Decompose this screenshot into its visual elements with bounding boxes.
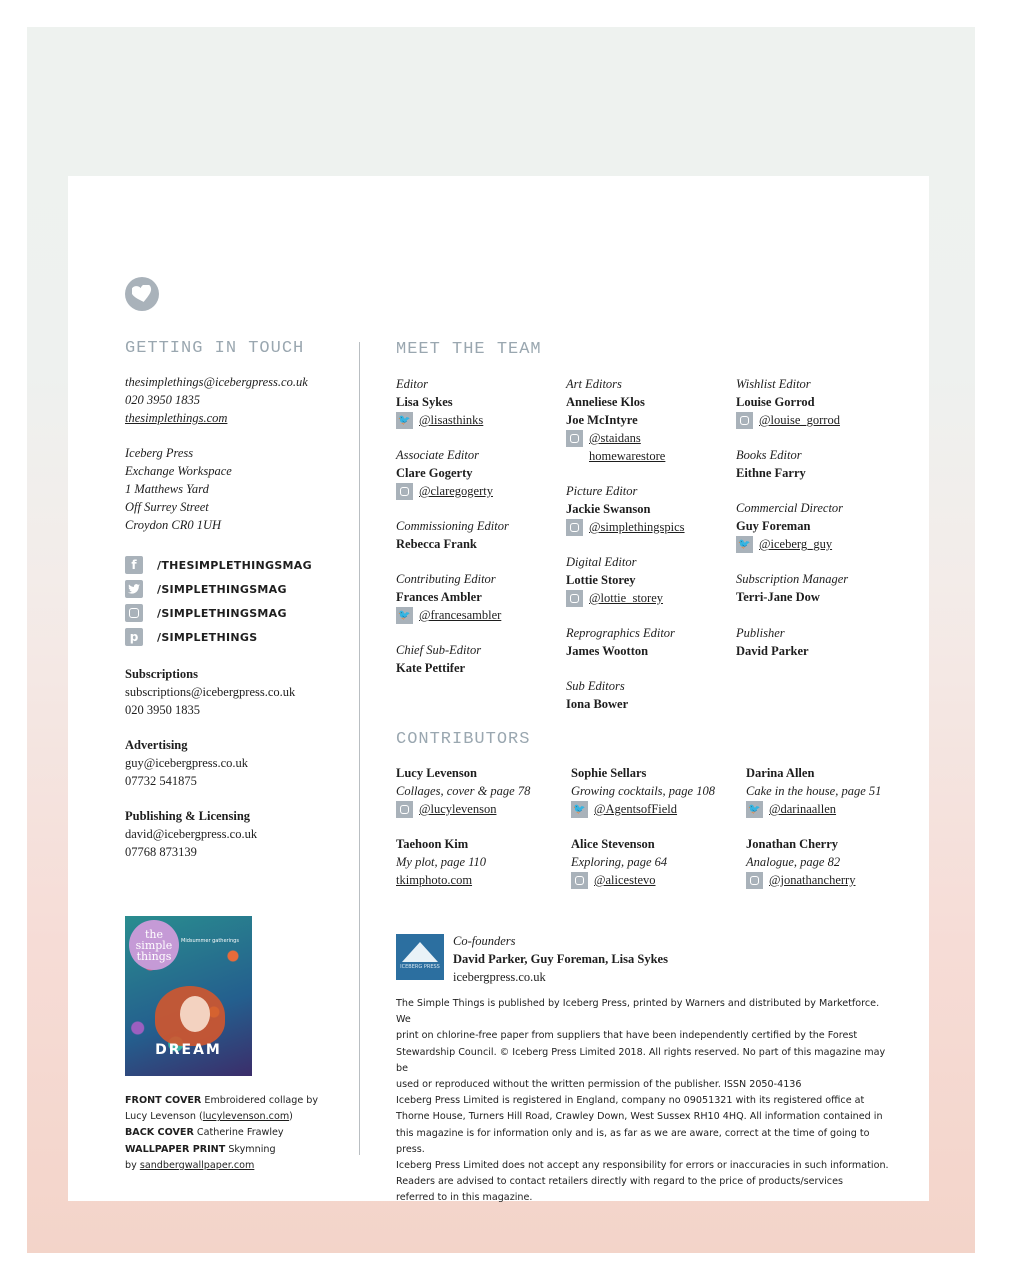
team-name: Jackie Swanson xyxy=(566,502,651,516)
handle-text: @francesambler xyxy=(419,608,502,622)
contributor-handle[interactable] xyxy=(571,871,741,889)
handle-text: @AgentsofField xyxy=(594,802,678,816)
cover-title: DREAM xyxy=(155,1042,222,1058)
team-member xyxy=(566,624,736,660)
address-line: Exchange Workspace xyxy=(125,464,232,478)
legal-line: Iceberg Press Limited is registered in England, company no 09051321 with its registered office at xyxy=(396,1095,865,1107)
team-handle[interactable] xyxy=(566,589,736,607)
team-role: Picture Editor xyxy=(566,484,638,498)
pinterest-icon: p xyxy=(125,628,143,646)
wallpaper-link[interactable]: sandbergwallpaper.com xyxy=(139,1159,255,1171)
meet-the-team-heading: MEET THE TEAM xyxy=(396,340,542,359)
team-role: Books Editor xyxy=(736,448,802,462)
team-role: Commissioning Editor xyxy=(396,519,509,533)
front-cover-text: Embroidered collage by xyxy=(201,1095,319,1106)
instagram-icon xyxy=(566,590,583,607)
contributor-name: Taehoon Kim xyxy=(396,837,469,851)
handle-text: @lisasthinks xyxy=(419,413,484,427)
team-member xyxy=(566,677,736,713)
front-cover-label: FRONT COVER xyxy=(125,1095,202,1106)
handle-text: @staidans xyxy=(589,431,641,445)
contributor xyxy=(571,764,741,818)
instagram-icon xyxy=(566,519,583,536)
instagram-icon xyxy=(566,430,583,447)
team-member xyxy=(396,446,566,500)
legal-line: referred to in this magazine. xyxy=(396,1192,533,1204)
team-member xyxy=(396,517,566,553)
subscriptions-block xyxy=(125,665,350,719)
instagram-icon xyxy=(746,872,763,889)
contributor xyxy=(746,835,916,889)
contributor-name: Sophie Sellars xyxy=(571,766,647,780)
team-name: Iona Bower xyxy=(566,697,629,711)
contributor-desc: My plot, page 110 xyxy=(396,855,487,869)
legal-line: The Simple Things is published by Iceberg Press, printed by Warners and distributed by Marketforce. We xyxy=(396,998,880,1026)
column-divider xyxy=(359,342,360,1155)
contributor-desc: Growing cocktails, page 108 xyxy=(571,784,715,798)
twitter-icon: 🐦 xyxy=(736,536,753,553)
handle-text: @alicestevo xyxy=(594,873,656,887)
contributor-name: Darina Allen xyxy=(746,766,815,780)
advertising-block xyxy=(125,736,350,790)
address-line: Iceberg Press xyxy=(125,446,194,460)
advertising-email[interactable]: guy@icebergpress.co.uk xyxy=(125,756,249,770)
cofounders-label: Co-founders xyxy=(453,934,516,948)
address-line: Off Surrey Street xyxy=(125,500,209,514)
address-line: Croydon CR0 1UH xyxy=(125,518,222,532)
contributor-website[interactable]: tkimphoto.com xyxy=(396,873,473,887)
legal-line: Iceberg Press Limited does not accept any responsibility for errors or inaccuracies in such information. xyxy=(396,1160,889,1172)
handle-text: @darinaallen xyxy=(769,802,837,816)
team-name: Guy Foreman xyxy=(736,519,811,533)
contact-website[interactable]: thesimplethings.com xyxy=(125,411,228,425)
heart-icon xyxy=(125,277,159,311)
back-cover-text: Catherine Frawley xyxy=(193,1127,284,1139)
publishing-block xyxy=(125,807,350,861)
twitter-icon: 🐦 xyxy=(571,801,588,818)
team-name: Kate Pettifer xyxy=(396,661,466,675)
team-name: Eithne Farry xyxy=(736,466,806,480)
team-role: Sub Editors xyxy=(566,679,625,693)
twitter-icon xyxy=(125,580,143,598)
team-name: David Parker xyxy=(736,644,809,658)
team-member xyxy=(736,624,906,660)
handle-text: @iceberg_guy xyxy=(759,537,833,551)
team-member xyxy=(736,375,906,429)
team-name: Lottie Storey xyxy=(566,573,636,587)
contributor-desc: Cake in the house, page 51 xyxy=(746,784,882,798)
front-cover-link[interactable]: lucylevenson.com xyxy=(202,1111,290,1123)
contributor-name: Jonathan Cherry xyxy=(746,837,839,851)
contributor-handle[interactable] xyxy=(746,800,916,818)
twitter-icon: 🐦 xyxy=(396,412,413,429)
subscriptions-phone: 020 3950 1835 xyxy=(125,703,200,717)
publishing-title: Publishing & Licensing xyxy=(125,809,251,823)
team-role: Subscription Manager xyxy=(736,572,849,586)
team-member xyxy=(736,570,906,606)
legal-line: this magazine is for information only and is, as far as we are aware, correct at the time of going to press. xyxy=(396,1127,870,1155)
team-role: Commercial Director xyxy=(736,501,844,515)
social-twitter[interactable] xyxy=(125,577,350,601)
team-name: James Wootton xyxy=(566,644,649,658)
address-line: 1 Matthews Yard xyxy=(125,482,209,496)
twitter-icon: 🐦 xyxy=(746,801,763,818)
team-name: Clare Gogerty xyxy=(396,466,473,480)
team-member xyxy=(396,570,566,624)
social-label: /SIMPLETHINGSMAG xyxy=(157,606,287,620)
contact-phone: 020 3950 1835 xyxy=(125,393,200,407)
cofounders-block xyxy=(453,932,873,986)
subscriptions-email[interactable]: subscriptions@icebergpress.co.uk xyxy=(125,685,296,699)
contributors-heading: CONTRIBUTORS xyxy=(396,730,531,749)
contributor-desc: Exploring, page 64 xyxy=(571,855,668,869)
team-name: Rebecca Frank xyxy=(396,537,477,551)
team-role: Associate Editor xyxy=(396,448,479,462)
cover-credits xyxy=(125,1093,350,1174)
iceberg-press-logo xyxy=(396,934,444,980)
team-member xyxy=(736,446,906,482)
team-handle[interactable] xyxy=(566,429,736,465)
team-name: Joe McIntyre xyxy=(566,413,638,427)
team-name: Anneliese Klos xyxy=(566,395,645,409)
social-label: /THESIMPLETHINGSMAG xyxy=(157,558,312,572)
contributor-handle[interactable] xyxy=(396,800,566,818)
cofounders-names: David Parker, Guy Foreman, Lisa Sykes xyxy=(453,952,668,966)
publishing-email[interactable]: david@icebergpress.co.uk xyxy=(125,827,258,841)
team-role: Publisher xyxy=(736,626,785,640)
team-member xyxy=(396,375,566,429)
cover-logo xyxy=(129,920,179,970)
team-role: Contributing Editor xyxy=(396,572,496,586)
contributor xyxy=(746,764,916,818)
team-name: Louise Gorrod xyxy=(736,395,815,409)
team-role: Digital Editor xyxy=(566,555,637,569)
legal-line: Readers are advised to contact retailers directly with regard to the price of products/services xyxy=(396,1176,843,1188)
contributor xyxy=(571,835,741,889)
legal-line: print on chlorine-free paper from suppliers that have been independently certified by the Forest xyxy=(396,1030,858,1042)
cover-thumbnail[interactable] xyxy=(125,916,252,1076)
team-role: Editor xyxy=(396,377,428,391)
handle-text: @simplethingspics xyxy=(589,520,685,534)
cover-illustration-face xyxy=(180,996,210,1032)
back-cover-label: BACK COVER xyxy=(125,1127,194,1139)
contact-email[interactable]: thesimplethings@icebergpress.co.uk xyxy=(125,375,308,389)
wallpaper-label: WALLPAPER PRINT xyxy=(125,1143,226,1155)
instagram-icon xyxy=(571,872,588,889)
handle-text: @claregogerty xyxy=(419,484,493,498)
instagram-icon xyxy=(396,483,413,500)
social-list xyxy=(125,553,350,649)
team-handle[interactable] xyxy=(566,518,736,536)
cover-logo-line: the xyxy=(144,928,163,941)
team-member xyxy=(396,641,566,677)
team-member xyxy=(736,499,906,553)
contributor xyxy=(396,835,566,889)
advertising-title: Advertising xyxy=(125,738,188,752)
publishing-phone: 07768 873139 xyxy=(125,845,197,859)
contributor-desc: Analogue, page 82 xyxy=(746,855,841,869)
team-member-art-editors xyxy=(566,375,736,465)
instagram-icon xyxy=(736,412,753,429)
team-handle[interactable] xyxy=(396,482,566,500)
facebook-icon: f xyxy=(125,556,143,574)
handle-text: homewarestore xyxy=(589,449,666,463)
team-member xyxy=(566,482,736,536)
cofounders-site[interactable]: icebergpress.co.uk xyxy=(453,970,546,984)
logo-text: ICEBERG PRESS xyxy=(400,964,440,970)
team-role: Reprographics Editor xyxy=(566,626,675,640)
social-pinterest[interactable] xyxy=(125,625,350,649)
cover-strapline: Midsummer gatherings xyxy=(181,938,239,944)
social-label: /SIMPLETHINGSMAG xyxy=(157,582,287,596)
getting-in-touch-heading: GETTING IN TOUCH xyxy=(125,339,305,358)
social-facebook[interactable] xyxy=(125,553,350,577)
team-name: Terri-Jane Dow xyxy=(736,590,820,604)
handle-text: @jonathancherry xyxy=(769,873,856,887)
team-name: Frances Ambler xyxy=(396,590,482,604)
subscriptions-title: Subscriptions xyxy=(125,667,198,681)
contributor-desc: Collages, cover & page 78 xyxy=(396,784,531,798)
legal-line: used or reproduced without the written permission of the publisher. ISSN 2050-4136 xyxy=(396,1079,802,1091)
cover-logo-line: things xyxy=(136,950,172,963)
wallpaper-text: Skymning xyxy=(225,1143,276,1155)
legal-text xyxy=(396,996,896,1207)
contributor-handle[interactable] xyxy=(746,871,916,889)
handle-text: @louise_gorrod xyxy=(759,413,840,427)
team-handle[interactable] xyxy=(736,535,906,553)
instagram-icon xyxy=(125,604,143,622)
team-role: Chief Sub-Editor xyxy=(396,643,482,657)
team-role: Art Editors xyxy=(566,377,622,391)
twitter-icon: 🐦 xyxy=(396,607,413,624)
team-member xyxy=(566,553,736,607)
team-name: Lisa Sykes xyxy=(396,395,453,409)
team-handle[interactable] xyxy=(736,411,906,429)
advertising-phone: 07732 541875 xyxy=(125,774,197,788)
team-handle[interactable] xyxy=(396,606,566,624)
team-role: Wishlist Editor xyxy=(736,377,811,391)
legal-line: Thorne House, Turners Hill Road, Crawley Down, West Sussex RH10 4HQ. All information contained in xyxy=(396,1111,883,1123)
by-text: by xyxy=(125,1159,140,1171)
paren: ) xyxy=(289,1111,293,1123)
team-handle[interactable] xyxy=(396,411,566,429)
legal-line: Stewardship Council. © Iceberg Press Limited 2018. All rights reserved. No part of this magazine may be xyxy=(396,1046,886,1074)
social-instagram[interactable] xyxy=(125,601,350,625)
instagram-icon xyxy=(396,801,413,818)
contributor xyxy=(396,764,566,818)
contact-block xyxy=(125,373,350,534)
handle-text: @lottie_storey xyxy=(589,591,663,605)
social-label: /SIMPLETHINGS xyxy=(157,630,258,644)
contributor-name: Alice Stevenson xyxy=(571,837,655,851)
iceberg-icon xyxy=(402,942,438,962)
front-cover-artist: Lucy Levenson ( xyxy=(125,1111,203,1123)
contributor-handle[interactable] xyxy=(571,800,741,818)
contributor-name: Lucy Levenson xyxy=(396,766,477,780)
handle-text: @lucylevenson xyxy=(419,802,497,816)
cover-logo-line: simple xyxy=(135,939,173,952)
